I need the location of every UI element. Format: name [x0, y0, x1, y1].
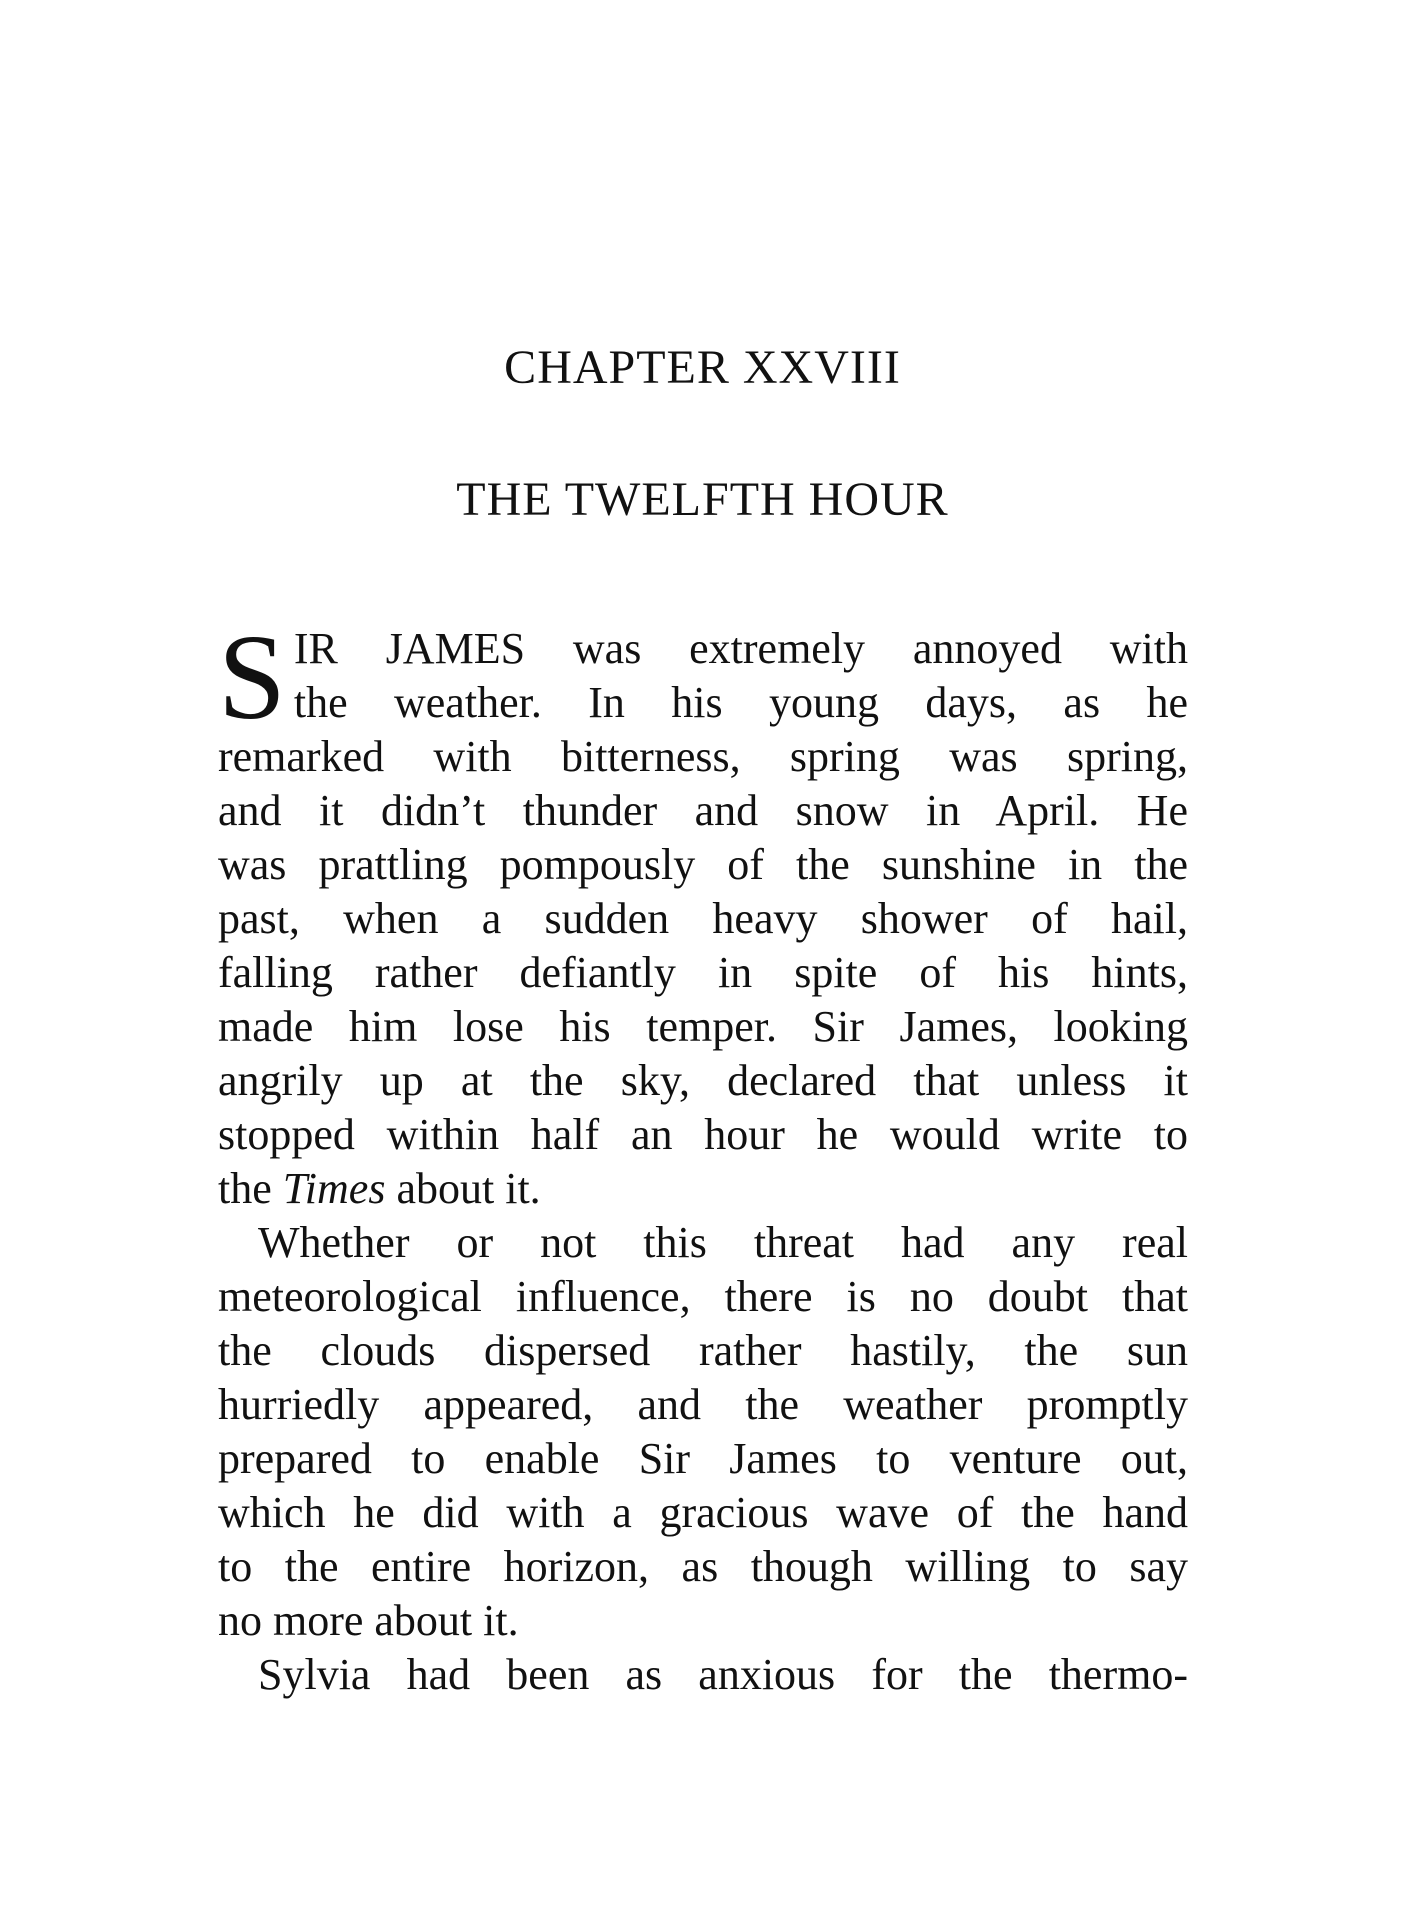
text-line: prepared to enable Sir James to venture out, [218, 1434, 1188, 1483]
paragraph-2 [218, 1216, 1188, 1648]
text-line: falling rather defiantly in spite of his hints, [218, 948, 1188, 997]
text-fragment: the [218, 1164, 272, 1213]
text-line: meteorological influence, there is no doubt that [218, 1272, 1188, 1321]
chapter-number: CHAPTER XXVIII [504, 341, 901, 394]
text-fragment: about it. [396, 1164, 541, 1213]
text-line: and it didn’t thunder and snow in April. He [218, 786, 1188, 835]
text-line: Sylvia had been as anxious for the thermo- [258, 1650, 1188, 1699]
text-line: angrily up at the sky, declared that unless it [218, 1056, 1188, 1105]
text-line: IR JAMES was extremely annoyed with [293, 624, 1188, 673]
drop-cap-letter: S [218, 610, 286, 745]
text-line: to the entire horizon, as though willing to say [218, 1542, 1188, 1591]
text-line: the clouds dispersed rather hastily, the sun [218, 1326, 1188, 1375]
text-line: no more about it. [218, 1596, 519, 1645]
text-line: Whether or not this threat had any real [258, 1218, 1188, 1267]
text-line: past, when a sudden heavy shower of hail, [218, 894, 1188, 943]
text-line: the weather. In his young days, as he [293, 678, 1188, 727]
text-line: which he did with a gracious wave of the hand [218, 1488, 1188, 1537]
text-line: hurriedly appeared, and the weather promptly [218, 1380, 1188, 1429]
text-line: made him lose his temper. Sir James, looking [218, 1002, 1188, 1051]
italic-title: Times [282, 1164, 386, 1213]
text-line: stopped within half an hour he would write to [218, 1110, 1188, 1159]
text-line-final [218, 1162, 1188, 1216]
paragraph-1 [218, 610, 1188, 1216]
text-line: remarked with bitterness, spring was spring, [218, 732, 1188, 781]
paragraph-3 [218, 1648, 1188, 1702]
chapter-title: THE TWELFTH HOUR [456, 473, 949, 526]
chapter-body [218, 610, 1188, 1702]
text-line: was prattling pompously of the sunshine in the [218, 840, 1188, 889]
